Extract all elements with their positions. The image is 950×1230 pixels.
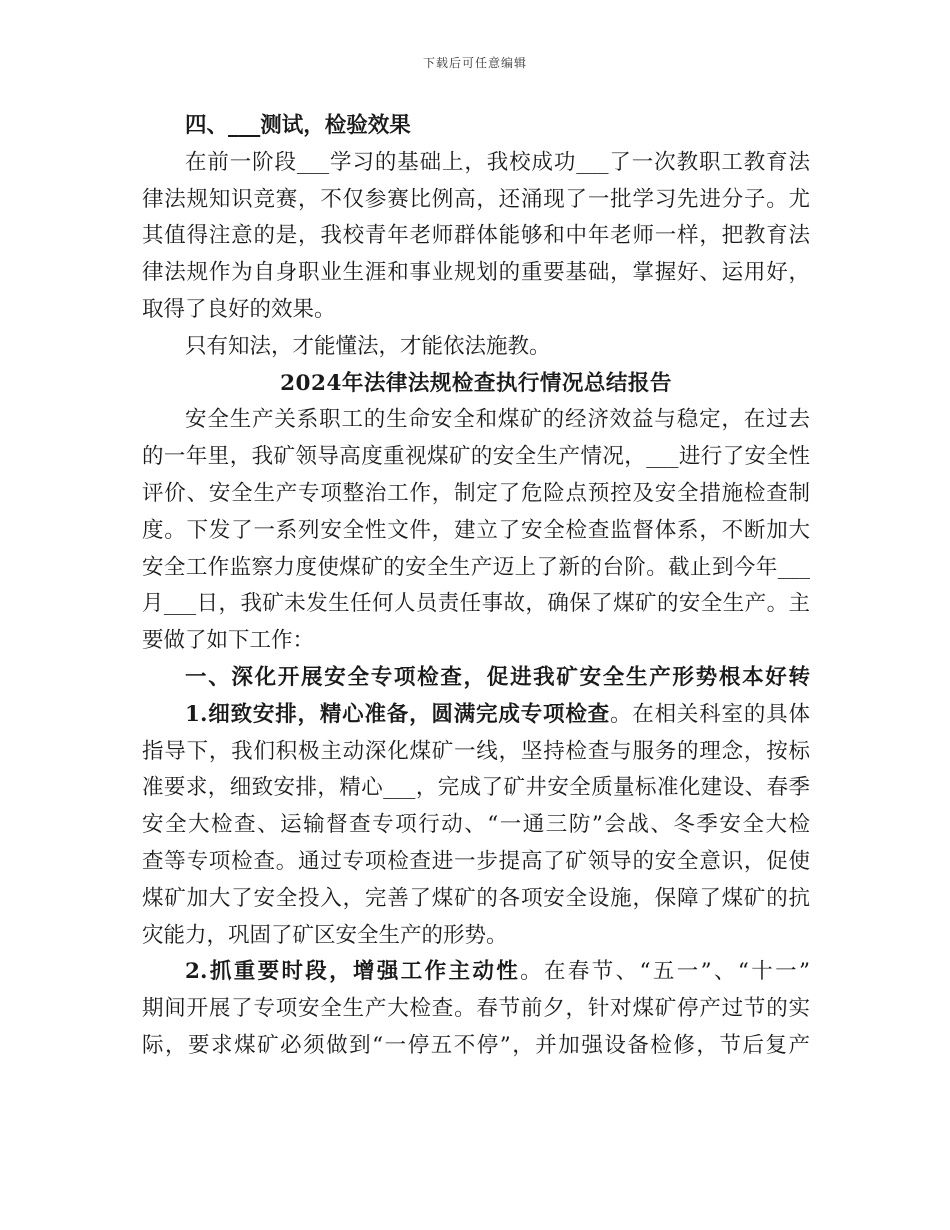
paragraph-line: 准要求，细致安排，精心___，完成了矿井安全质量标准化建设、春季: [142, 775, 810, 801]
section-heading: 一、深化开展安全专项检查，促进我矿安全生产形势根本好转: [185, 664, 810, 690]
paragraph-line: 度。下发了一系列安全性文件，建立了安全检查监督体系，不断加大: [142, 517, 810, 543]
paragraph-line: 律法规作为自身职业生涯和事业规划的重要基础，掌握好、运用好，: [142, 260, 810, 286]
paragraph-line: 在前一阶段___学习的基础上，我校成功___了一次教职工教育法: [185, 149, 810, 175]
report-title: 2024年法律法规检查执行情况总结报告: [280, 370, 672, 396]
paragraph-line: 的一年里，我矿领导高度重视煤矿的安全生产情况，___进行了安全性: [142, 444, 810, 470]
paragraph-line: 际，要求煤矿必须做到“一停五不停”，并加强设备检修，节后复产: [142, 1032, 810, 1058]
paragraph-line: [142, 954, 810, 991]
paragraph-line: 指导下，我们积极主动深化煤矿一线，坚持检查与服务的理念，按标: [142, 738, 810, 764]
paragraph-line: 只有知法，才能懂法，才能依法施教。: [185, 333, 551, 359]
paragraph-line: 评价、安全生产专项整治工作，制定了危险点预控及安全措施检查制: [142, 480, 810, 506]
paragraph-line: [142, 697, 810, 734]
paragraph-line: 安全大检查、运输督查专项行动、“一通三防”会战、冬季安全大检: [142, 812, 810, 838]
item-lead: 1.细致安排，精心准备，圆满完成专项检查: [185, 701, 610, 727]
paragraph-line: 律法规知识竞赛，不仅参赛比例高，还涌现了一批学习先进分子。尤: [142, 186, 810, 212]
paragraph-line: 取得了良好的效果。: [142, 296, 336, 322]
item-lead-rest: 。在春节、“五一”、“十一”: [520, 959, 810, 985]
document-body: [142, 108, 810, 1065]
item-lead: 2.抓重要时段，增强工作主动性: [185, 959, 521, 985]
paragraph-line: 煤矿加大了安全投入，完善了煤矿的各项安全设施，保障了煤矿的抗: [142, 885, 810, 911]
paragraph-line: 安全工作监察力度使煤矿的安全生产迈上了新的台阶。截止到今年___: [142, 554, 810, 580]
paragraph-line: 其值得注意的是，我校青年老师群体能够和中年老师一样，把教育法: [142, 223, 810, 249]
page-header-note: 下载后可任意编辑: [422, 56, 527, 70]
paragraph-line: 查等专项检查。通过专项检查进一步提高了矿领导的安全意识，促使: [142, 848, 810, 874]
paragraph-line: 期间开展了专项安全生产大检查。春节前夕，针对煤矿停产过节的实: [142, 996, 810, 1022]
paragraph-line: 要做了如下工作：: [142, 628, 315, 654]
item-lead-rest: 。在相关科室的具体: [609, 701, 810, 727]
paragraph-line: 安全生产关系职工的生命安全和煤矿的经济效益与稳定，在过去: [185, 407, 810, 433]
section-heading: 四、___测试，检验效果: [185, 113, 411, 138]
paragraph-line: 月___日，我矿未发生任何人员责任事故，确保了煤矿的安全生产。主: [142, 591, 810, 617]
paragraph-line: 灾能力，巩固了矿区安全生产的形势。: [142, 922, 508, 948]
